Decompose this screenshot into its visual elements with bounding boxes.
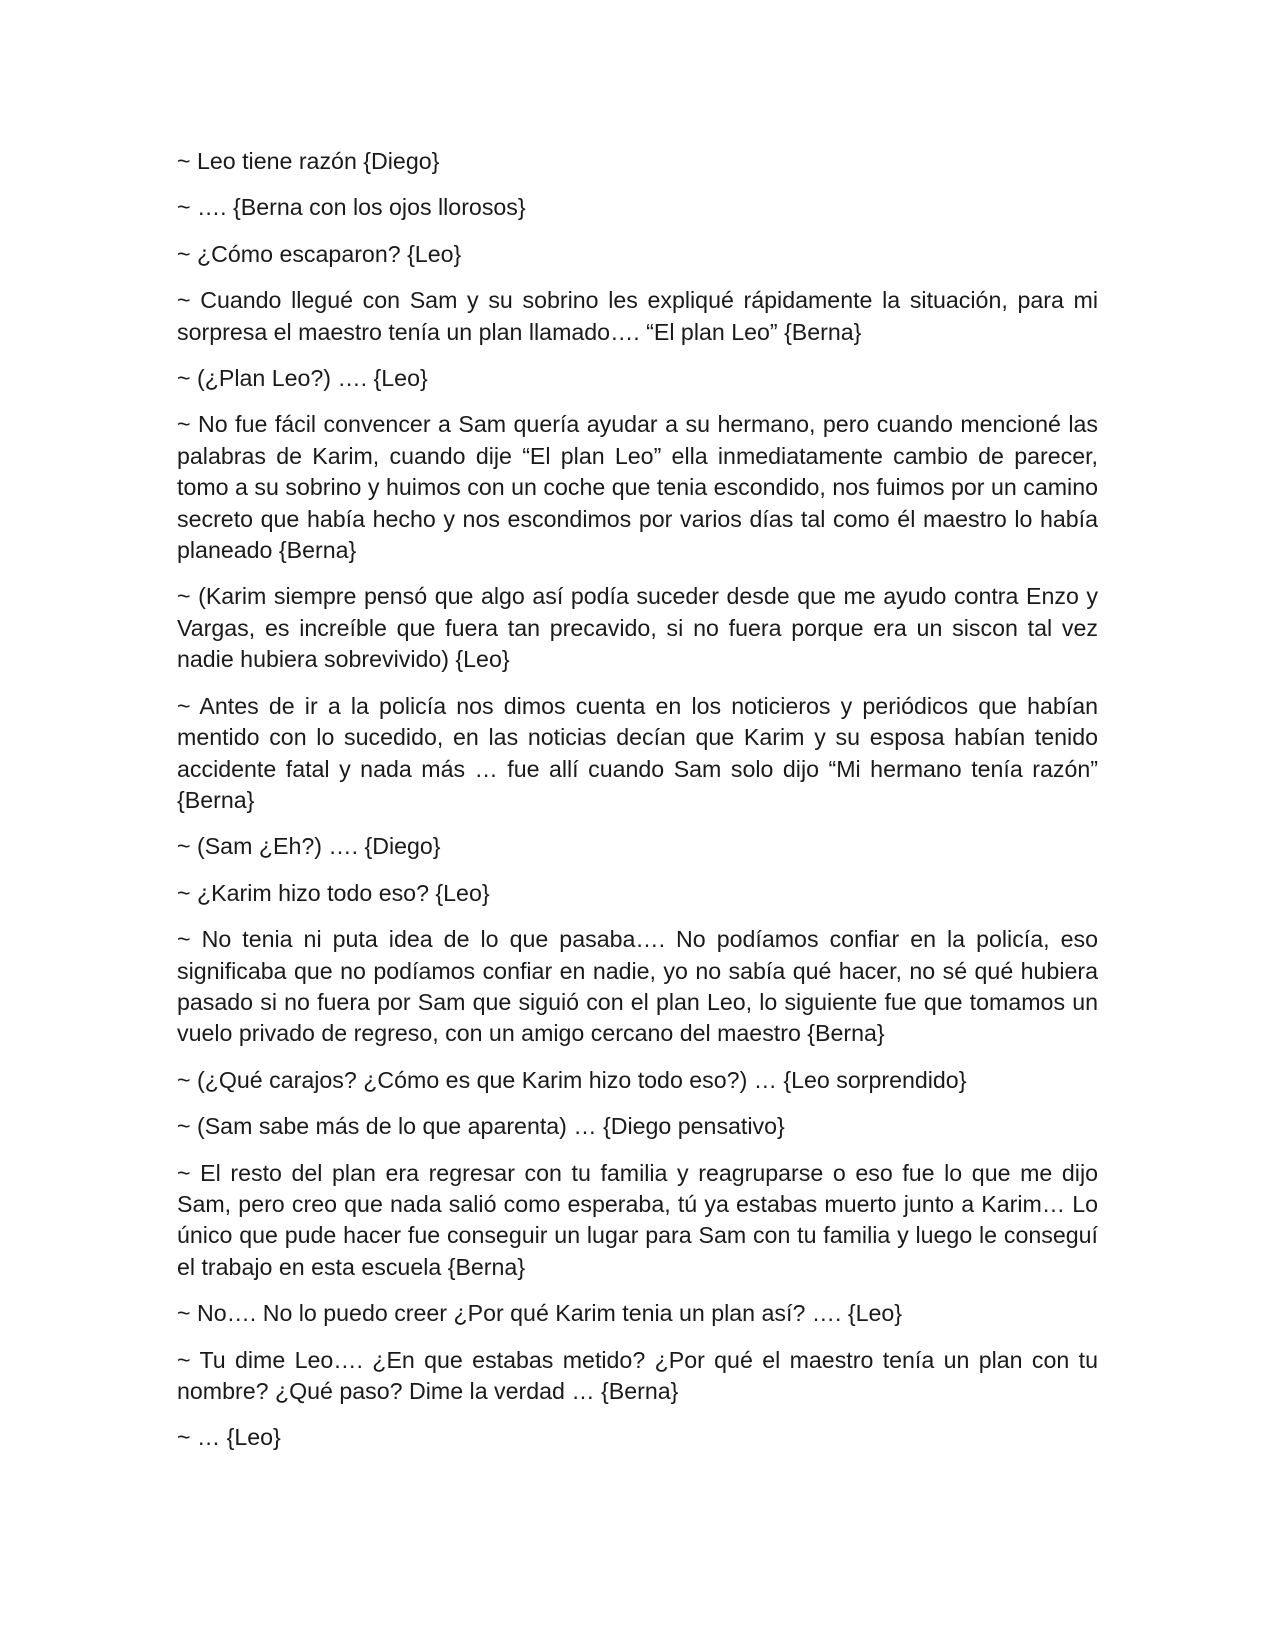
paragraph-12: ~ (¿Qué carajos? ¿Cómo es que Karim hizo todo eso?) … {Leo sorprendido} <box>177 1066 967 1093</box>
paragraph-11: ~ No tenia ni puta idea de lo que pasaba…. No podíamos confiar en la policía, eso significaba que no podíamos confiar en nadie, yo no sabía qué hacer, no sé qué hubiera pasado si no fuera por Sam que siguió con el plan Leo, lo siguiente fue que tomamos un vuelo privado de regreso, con un amigo cercano del maestro {Berna} <box>177 926 1098 1047</box>
paragraph-16: ~ Tu dime Leo…. ¿En que estabas metido? ¿Por qué el maestro tenía un plan con tu nombre? ¿Qué paso? Dime la verdad … {Berna} <box>177 1346 1098 1404</box>
paragraph-13: ~ (Sam sabe más de lo que aparenta) … {Diego pensativo} <box>177 1113 785 1140</box>
paragraph-4: ~ Cuando llegué con Sam y su sobrino les expliqué rápidamente la situación, para mi sorpresa el maestro tenía un plan llamado…. “El plan Leo” {Berna} <box>177 287 1098 345</box>
paragraph-8: ~ Antes de ir a la policía nos dimos cuenta en los noticieros y periódicos que habían mentido con lo sucedido, en las noticias decían que Karim y su esposa habían tenido accidente fatal y nada más … fue allí cuando Sam solo dijo “Mi hermano tenía razón” {Berna} <box>177 692 1098 813</box>
paragraph-10: ~ ¿Karim hizo todo eso? {Leo} <box>177 879 490 906</box>
paragraph-14: ~ El resto del plan era regresar con tu familia y reagruparse o eso fue lo que me dijo Sam, pero creo que nada salió como esperaba, tú ya estabas muerto junto a Karim… Lo único que pude hacer fue conseguir un lugar para Sam con tu familia y luego le conseguí el trabajo en esta escuela {Berna} <box>177 1159 1098 1280</box>
paragraph-6: ~ No fue fácil convencer a Sam quería ayudar a su hermano, pero cuando mencioné las palabras de Karim, cuando dije “El plan Leo” ella inmediatamente cambio de parecer, tomo a su sobrino y huimos con un coche que tenia escondido, nos fuimos por un camino secreto que había hecho y nos escondimos por varios días tal como él maestro lo había planeado {Berna} <box>177 411 1098 564</box>
paragraph-7: ~ (Karim siempre pensó que algo así podía suceder desde que me ayudo contra Enzo y Vargas, es increíble que fuera tan precavido, si no fuera porque era un siscon tal vez nadie hubiera sobrevivido) {Leo} <box>177 583 1098 673</box>
paragraph-9: ~ (Sam ¿Eh?) …. {Diego} <box>177 833 441 860</box>
paragraph-2: ~ …. {Berna con los ojos llorosos} <box>177 194 526 221</box>
paragraph-3: ~ ¿Cómo escaparon? {Leo} <box>177 240 462 267</box>
paragraph-5: ~ (¿Plan Leo?) …. {Leo} <box>177 365 428 392</box>
paragraph-15: ~ No…. No lo puedo creer ¿Por qué Karim tenia un plan así? …. {Leo} <box>177 1300 903 1327</box>
paragraph-17: ~ … {Leo} <box>177 1424 281 1451</box>
paragraph-1: ~ Leo tiene razón {Diego} <box>177 148 440 174</box>
document-page <box>177 146 1098 1469</box>
